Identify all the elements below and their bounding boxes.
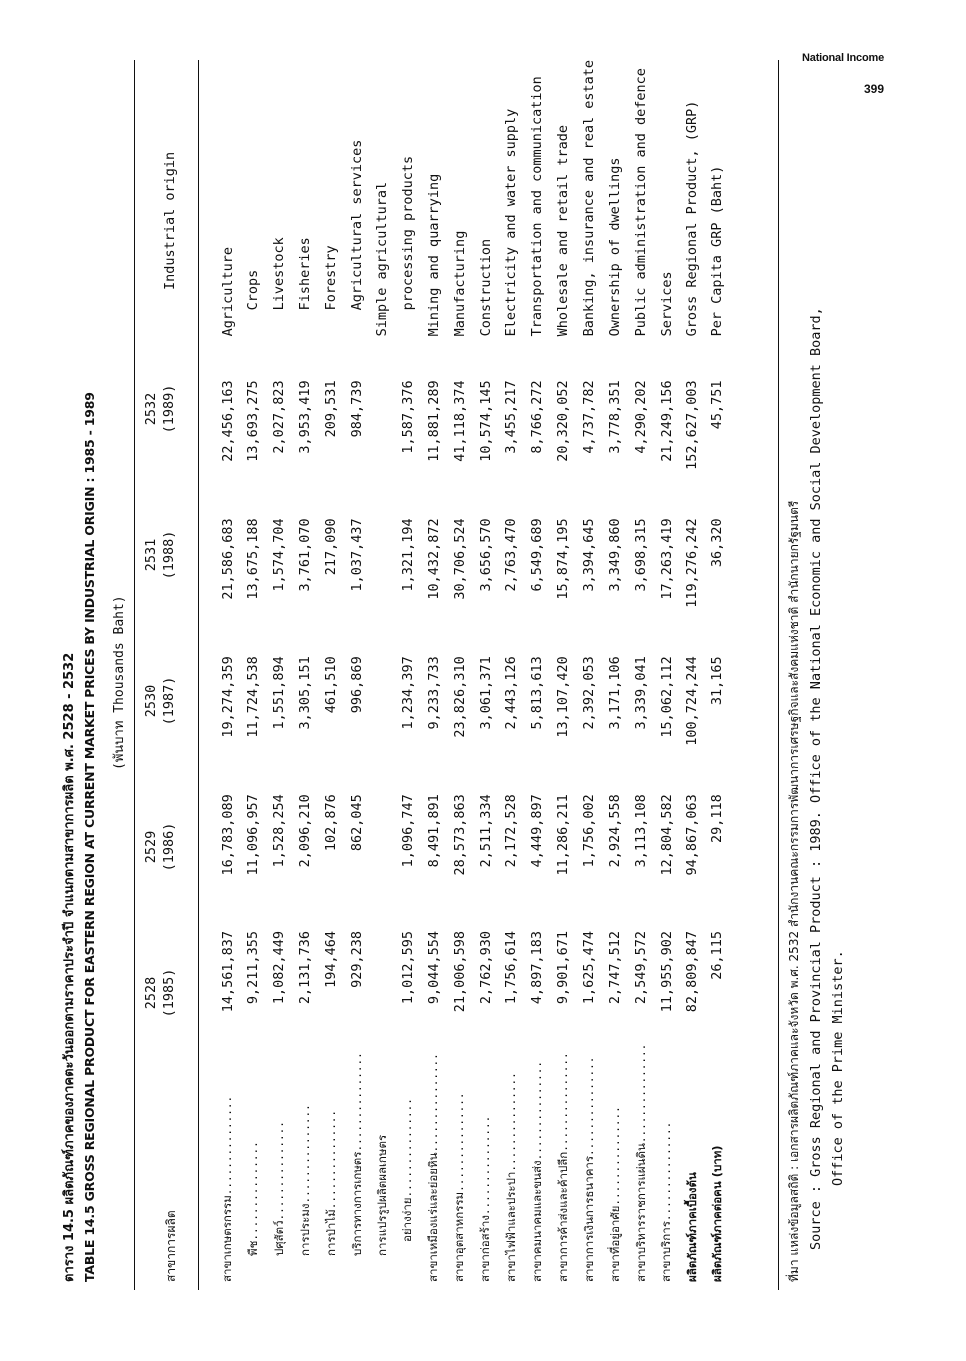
row-label-thai: สาขาอุตสาหกรรม............... <box>452 1092 467 1282</box>
cell-value: 10,432,872 <box>425 518 442 600</box>
row-label-thai: การแปรรูปผลิตผลเกษตร <box>375 1134 390 1256</box>
row-label-english: Per Capita GRP (Baht) <box>709 165 726 337</box>
row-label-thai: ผลิตภัณฑ์ภาคเบื้องต้น <box>685 1172 700 1282</box>
cell-value: 1,096,747 <box>399 794 416 868</box>
row-label-thai: สาขาที่อยู่อาศัย............... <box>607 1106 622 1282</box>
cell-value: 3,339,041 <box>633 656 649 730</box>
cell-value: 9,233,733 <box>425 656 442 730</box>
cell-value: 3,953,419 <box>297 380 314 454</box>
bottom-rule <box>778 60 779 1290</box>
cell-value: 1,037,437 <box>349 518 366 592</box>
row-label-english: Forestry <box>323 245 340 311</box>
cell-value: 16,783,089 <box>219 794 236 876</box>
table-row <box>267 60 293 1290</box>
rotated-table-sheet <box>50 60 850 1290</box>
cell-value: 94,867,063 <box>684 794 701 876</box>
cell-value: 984,739 <box>349 380 366 438</box>
cell-value: 102,876 <box>323 794 340 852</box>
cell-value: 13,693,275 <box>245 380 262 462</box>
row-label-english: Construction <box>477 238 494 337</box>
row-label-english: Fisheries <box>297 237 314 311</box>
header-rule <box>198 60 199 1290</box>
row-label-english: processing products <box>399 155 416 311</box>
cell-value: 20,320,052 <box>555 380 572 462</box>
table-row <box>629 60 655 1290</box>
cell-value: 3,394,645 <box>581 518 598 592</box>
cell-value: 10,574,145 <box>477 380 494 462</box>
cell-value: 2,443,126 <box>503 656 520 730</box>
table-row <box>577 60 603 1290</box>
table-row <box>525 60 551 1290</box>
row-label-thai: การป่าไม้............... <box>323 1109 338 1256</box>
header-thai: สาขาการผลิต <box>164 1210 178 1282</box>
top-rule <box>134 60 135 1290</box>
cell-value <box>370 380 395 494</box>
page-number: 399 <box>863 82 884 96</box>
row-label-thai: บริการทางการเกษตร............... <box>349 1052 364 1256</box>
row-label-thai: อย่างง่าย............... <box>400 1098 415 1242</box>
cell-value: 119,276,242 <box>684 518 701 608</box>
cell-value: 11,286,211 <box>555 794 572 876</box>
cell-value: 21,586,683 <box>219 518 236 600</box>
col-head-1988: 2531 (1988) <box>143 530 177 580</box>
row-label-english: Simple agricultural <box>374 181 391 337</box>
row-label-thai: ปศุสัตว์............... <box>271 1121 286 1256</box>
cell-value: 8,766,272 <box>529 380 546 454</box>
cell-value: 996,869 <box>349 656 366 714</box>
row-label-thai: สาขาเกษตรกรรม............... <box>220 1095 234 1282</box>
row-label-english: Public administration and defence <box>633 68 649 337</box>
cell-value: 17,263,419 <box>658 518 675 600</box>
row-label-thai: สาขาก่อสร้าง............... <box>478 1115 493 1282</box>
cell-value: 41,118,374 <box>451 380 468 462</box>
cell-value: 9,901,671 <box>555 931 572 1005</box>
row-label-thai: สาขาไฟฟ้าและประปา............... <box>503 1072 518 1282</box>
table-row <box>395 60 421 1290</box>
cell-value: 23,826,310 <box>451 656 468 738</box>
cell-value <box>370 794 395 907</box>
cell-value: 12,804,582 <box>658 794 675 876</box>
source-thai: ที่มา แหล่งข้อมูลสถิติ : เอกสารผลิตภัณฑ์ภาคและจังหวัด พ.ศ. 2532 สำนักงานคณะกรรมการพัฒนาการเศรษฐกิจและสังคมแห่งชาติ สำนักนายกรัฐมนตรี <box>787 500 801 1282</box>
table-row <box>473 60 499 1290</box>
cell-value: 2,131,736 <box>297 931 314 1005</box>
running-head-section: National Income <box>802 52 884 64</box>
table-title-thai: ตาราง 14.5 ผลิตภัณฑ์ภาคของภาคตะวันออกตามราคาประจำปี จำแนกตามสาขาการผลิต พ.ศ. 2528 - 2532 <box>62 652 77 1282</box>
cell-value: 2,762,930 <box>477 931 494 1005</box>
row-label-english: Agricultural services <box>349 139 366 311</box>
cell-value: 3,061,371 <box>477 656 494 730</box>
row-label-english: Wholesale and retail trade <box>555 125 572 337</box>
row-label-english: Mining and quarrying <box>425 173 442 337</box>
cell-value: 15,874,195 <box>555 518 572 600</box>
cell-value: 1,528,254 <box>271 794 288 868</box>
cell-value: 3,305,151 <box>297 656 314 730</box>
row-label-english: Banking, insurance and real estate <box>581 60 598 337</box>
table-row <box>345 60 371 1290</box>
row-label-thai: สาขาบริหารราชการแผ่นดิน............... <box>633 1043 648 1282</box>
cell-value: 2,924,558 <box>607 794 624 868</box>
cell-value: 194,464 <box>323 931 340 988</box>
row-label-thai: พืช............... <box>245 1141 260 1256</box>
row-label-english: Electricity and water supply <box>503 108 520 337</box>
row-label-english: Transportation and communication <box>529 76 546 337</box>
row-label-english: Crops <box>245 269 262 311</box>
cell-value: 36,320 <box>709 518 726 568</box>
row-label-english: Gross Regional Product, (GRP) <box>684 100 701 337</box>
cell-value: 9,211,355 <box>245 931 262 1005</box>
cell-value: 461,510 <box>323 656 340 714</box>
cell-value: 3,349,860 <box>607 518 624 592</box>
col-head-1987: 2530 (1987) <box>143 676 177 726</box>
row-label-thai: สาขาเหมืองแร่และย่อยหิน............... <box>426 1053 441 1282</box>
cell-value: 82,809,847 <box>684 931 701 1013</box>
cell-value: 6,549,689 <box>529 518 546 592</box>
header-english: Industrial origin <box>162 151 178 290</box>
cell-value: 152,627,003 <box>684 380 701 470</box>
cell-value: 11,881,289 <box>425 380 442 462</box>
cell-value: 11,724,538 <box>245 656 262 738</box>
cell-value: 19,274,359 <box>219 656 236 738</box>
cell-value: 31,165 <box>709 656 726 706</box>
cell-value: 209,531 <box>323 380 340 438</box>
table-row <box>551 60 577 1290</box>
cell-value: 26,115 <box>709 931 726 980</box>
row-label-thai: สาขาบริการ............... <box>659 1121 674 1282</box>
table-row <box>241 60 267 1290</box>
cell-value: 13,675,188 <box>245 518 262 600</box>
cell-value: 1,756,614 <box>503 931 520 1005</box>
row-label-english: Ownership of dwellings <box>607 157 624 337</box>
row-label-thai: การประมง............... <box>297 1104 312 1256</box>
cell-value: 21,249,156 <box>658 380 675 462</box>
col-head-1986: 2529 (1986) <box>143 822 177 872</box>
cell-value: 1,587,376 <box>399 380 416 454</box>
cell-value: 3,113,108 <box>633 794 649 868</box>
table-row <box>447 60 473 1290</box>
cell-value: 3,761,070 <box>297 518 314 592</box>
cell-value: 3,778,351 <box>607 380 624 454</box>
cell-value: 30,706,524 <box>451 518 468 600</box>
cell-value: 4,449,897 <box>529 794 546 868</box>
col-head-1985: 2528 (1985) <box>143 968 177 1018</box>
cell-value: 45,751 <box>709 380 726 430</box>
cell-value: 2,511,334 <box>477 794 494 868</box>
cell-value: 29,118 <box>709 794 726 844</box>
row-label-english: Services <box>658 271 675 337</box>
cell-value <box>370 931 395 1044</box>
cell-value: 11,096,957 <box>245 794 262 876</box>
row-label-thai: ผลิตภัณฑ์ภาคต่อคน (บาท) <box>710 1145 725 1282</box>
cell-value: 3,455,217 <box>503 380 520 454</box>
table-row <box>215 60 241 1290</box>
cell-value: 8,491,891 <box>425 794 442 868</box>
col-head-1989: 2532 (1989) <box>143 384 177 434</box>
table-unit: (พันบาท Thousands Baht) <box>112 595 127 770</box>
cell-value: 3,656,570 <box>477 518 494 592</box>
cell-value: 100,724,244 <box>684 656 701 746</box>
table-row <box>293 60 319 1290</box>
cell-value: 22,456,163 <box>219 380 236 462</box>
table-row <box>370 60 395 1290</box>
cell-value: 5,813,613 <box>529 656 546 730</box>
row-label-english: Agriculture <box>219 246 236 337</box>
table-row <box>421 60 447 1290</box>
cell-value: 2,392,053 <box>581 656 598 730</box>
cell-value <box>370 656 395 770</box>
cell-value: 2,549,572 <box>633 931 649 1005</box>
cell-value: 2,172,528 <box>503 794 520 868</box>
cell-value: 2,763,470 <box>503 518 520 592</box>
table-row <box>705 60 730 1290</box>
row-label-thai: สาขาการเงินการธนาคาร............... <box>581 1056 596 1282</box>
cell-value: 11,955,902 <box>658 931 675 1013</box>
cell-value: 14,561,837 <box>219 931 236 1013</box>
cell-value: 1,234,397 <box>399 656 416 730</box>
cell-value: 1,082,449 <box>271 931 288 1005</box>
cell-value <box>370 518 395 632</box>
cell-value: 1,625,474 <box>581 931 598 1005</box>
cell-value: 217,090 <box>323 518 340 576</box>
cell-value: 28,573,863 <box>451 794 468 876</box>
cell-value: 2,096,210 <box>297 794 314 868</box>
row-label-thai: สาขาคมนาคมและขนส่ง............... <box>529 1061 544 1282</box>
data-table <box>215 60 730 1290</box>
row-label-thai: สาขาการค้าส่งและค้าปลีก............... <box>555 1052 570 1282</box>
cell-value: 1,012,595 <box>399 931 416 1005</box>
cell-value: 1,551,894 <box>271 656 288 730</box>
cell-value: 13,107,420 <box>555 656 572 738</box>
table-title-english: TABLE 14.5 GROSS REGIONAL PRODUCT FOR EASTERN REGION AT CURRENT MARKET PRICES BY INDUSTRIAL ORIGIN : 1985 - 1989 <box>82 392 97 1282</box>
table-row <box>499 60 525 1290</box>
cell-value: 21,006,598 <box>451 931 468 1013</box>
source-english-line2: Office of the Prime Minister. <box>830 950 846 1186</box>
table-row <box>603 60 629 1290</box>
cell-value: 4,290,202 <box>633 380 649 454</box>
cell-value: 3,171,106 <box>607 656 624 730</box>
row-label-english: Manufacturing <box>451 230 468 337</box>
cell-value: 15,062,112 <box>658 656 675 738</box>
cell-value: 862,045 <box>349 794 366 852</box>
table-row <box>654 60 680 1290</box>
source-english-line1: Source : Gross Regional and Provincial Product : 1989. Office of the National Economic and Social Development Board, <box>808 307 824 1250</box>
cell-value: 4,897,183 <box>529 931 546 1005</box>
cell-value: 2,027,823 <box>271 380 288 454</box>
table-row <box>319 60 345 1290</box>
cell-value: 4,737,782 <box>581 380 598 454</box>
cell-value: 9,044,554 <box>425 931 442 1005</box>
cell-value: 1,321,194 <box>399 518 416 592</box>
cell-value: 1,756,002 <box>581 794 598 868</box>
table-row <box>680 60 705 1290</box>
cell-value: 2,747,512 <box>607 931 624 1005</box>
cell-value: 3,698,315 <box>633 518 649 592</box>
cell-value: 929,238 <box>349 931 366 988</box>
cell-value: 1,574,704 <box>271 518 288 592</box>
row-label-english: Livestock <box>271 237 288 311</box>
